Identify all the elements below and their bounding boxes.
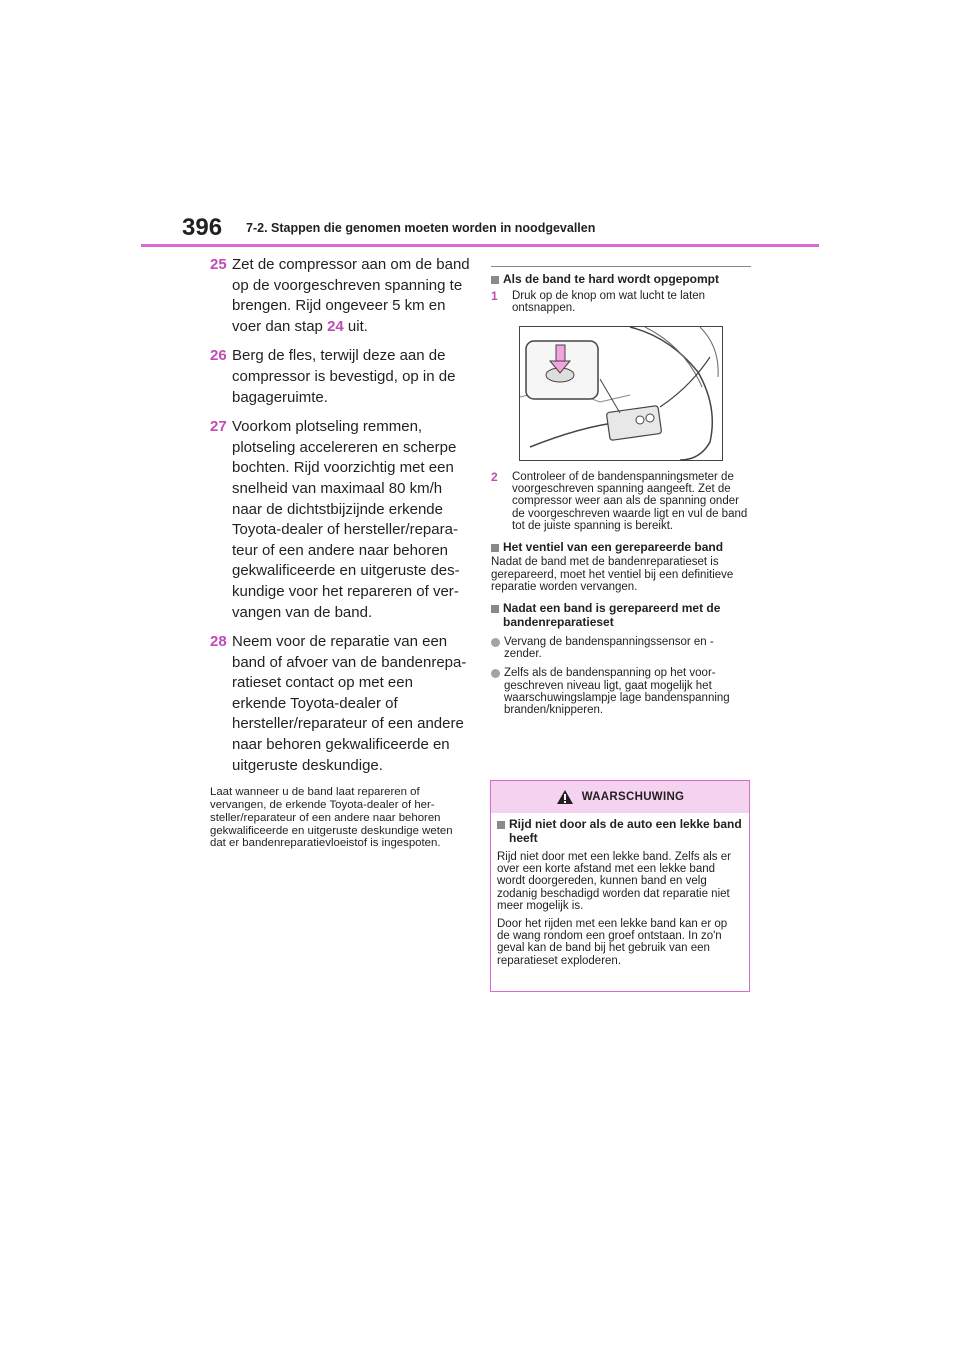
warning-body — [491, 813, 749, 967]
bullet-text: Vervang de bandenspanningssensor en -zender. — [504, 636, 714, 661]
step-number: 28 — [210, 633, 227, 651]
left-column — [210, 255, 470, 850]
round-bullet-icon — [491, 638, 500, 647]
bullet-item — [491, 636, 751, 660]
repair-note: Laat wanneer u de band laat repareren of vervangen, de erkende Toyota-dealer of hersteller/reparateur of een andere naar behoren gekwalificeerde en uitgeruste deskundige weten dat er bandenreparatievloeistof is ingespoten. — [210, 786, 453, 850]
step-text-part: uit. — [343, 317, 368, 335]
bullet-text: Zelfs als de bandenspanning op het voorgeschreven niveau ligt, gaat mogelijk het waarschuwingslampje lage bandenspanning branden/knipperen. — [504, 667, 730, 717]
subheading-text: Als de band te hard wordt opgepompt — [503, 272, 719, 286]
warning-title: Rijd niet door als de auto een lekke band heeft — [509, 817, 742, 845]
subheading-over-inflated — [491, 273, 751, 287]
warning-header — [491, 781, 749, 813]
warning-label: WAARSCHUWING — [581, 791, 685, 803]
square-bullet-icon — [497, 821, 505, 829]
numbered-item-1 — [491, 290, 751, 314]
step-text-part: Zet de compressor aan om de band op de voorgeschreven spanning te brengen. Rijd ongeveer 5 km en voer dan stap — [232, 256, 470, 335]
step-reference: 24 — [327, 317, 344, 335]
round-bullet-icon — [491, 669, 500, 678]
section-title: 7-2. Stappen die genomen moeten worden in noodgevallen — [246, 221, 596, 235]
square-bullet-icon — [491, 276, 499, 284]
warning-paragraph: Rijd niet door met een lekke band. Zelfs als er over een korte afstand met een lekke band wordt doorgereden, kunnen band en velg zodanig beschadigd worden dat reparatie niet meer mogelijk is. — [497, 851, 731, 912]
bullet-item — [491, 667, 751, 716]
step-text — [232, 255, 470, 337]
step-text: Voorkom plotseling remmen, plotseling accelereren en scherpe bochten. Rijd voorzichtig met een snelheid van maximaal 80 km/h naar de dichtstbijzijnde erkende Toyota-dealer of hersteller/reparateur of een andere naar behoren gekwalificeerde en uitgeruste deskundige voor het repareren of vervangen van de band. — [232, 418, 460, 621]
step-number: 26 — [210, 347, 227, 365]
warning-paragraph: Door het rijden met een lekke band kan er op de wang rondom een groef ontstaan. In zo'n geval kan de band bij het gebruik van een reparatieset exploderen. — [497, 918, 728, 967]
subheading-after-repair — [491, 602, 751, 629]
section-rule — [491, 266, 751, 267]
step-number: 27 — [210, 418, 227, 436]
step-27 — [210, 417, 470, 623]
step-text: Neem voor de reparatie van een band of afvoer van de bandenreparatieset contact op met een erkende Toyota-dealer of hersteller/reparateur of een andere naar behoren gekwalificeerde en uitgeruste deskundige. — [232, 633, 467, 774]
header-rule — [141, 244, 819, 247]
numbered-item-2 — [491, 471, 751, 532]
step-28 — [210, 632, 470, 776]
step-number: 25 — [210, 256, 227, 273]
valve-text: Nadat de band met de bandenreparatieset is gerepareerd, moet het ventiel bij een definitieve reparatie worden vervangen. — [491, 556, 734, 593]
subheading-text: Nadat een band is gerepareerd met de bandenreparatieset — [503, 601, 721, 629]
step-25 — [210, 255, 470, 337]
compressor-illustration — [519, 326, 723, 461]
item-number: 1 — [491, 288, 498, 303]
page-number: 396 — [182, 214, 223, 241]
item-text: Controleer of de bandenspanningsmeter de voorgeschreven spanning aangeeft. Zet de compressor weer aan als de spanning onder de voorgeschreven waarde ligt en vul de band tot de juiste spanning is bereikt. — [512, 470, 748, 532]
compressor-drawing — [520, 327, 722, 460]
subheading-text: Het ventiel van een gerepareerde band — [503, 539, 724, 554]
right-column — [491, 266, 751, 716]
item-number: 2 — [491, 469, 498, 484]
step-26 — [210, 346, 470, 408]
item-text: Druk op de knop om wat lucht te laten ontsnappen. — [512, 289, 706, 314]
subheading-valve — [491, 541, 751, 555]
square-bullet-icon — [491, 605, 499, 613]
square-bullet-icon — [491, 544, 499, 552]
warning-triangle-icon — [556, 789, 574, 805]
warning-box — [490, 780, 750, 992]
warning-subheading — [497, 818, 743, 845]
step-text: Berg de fles, terwijl deze aan de compressor is bevestigd, op in de bagageruimte. — [232, 347, 456, 406]
